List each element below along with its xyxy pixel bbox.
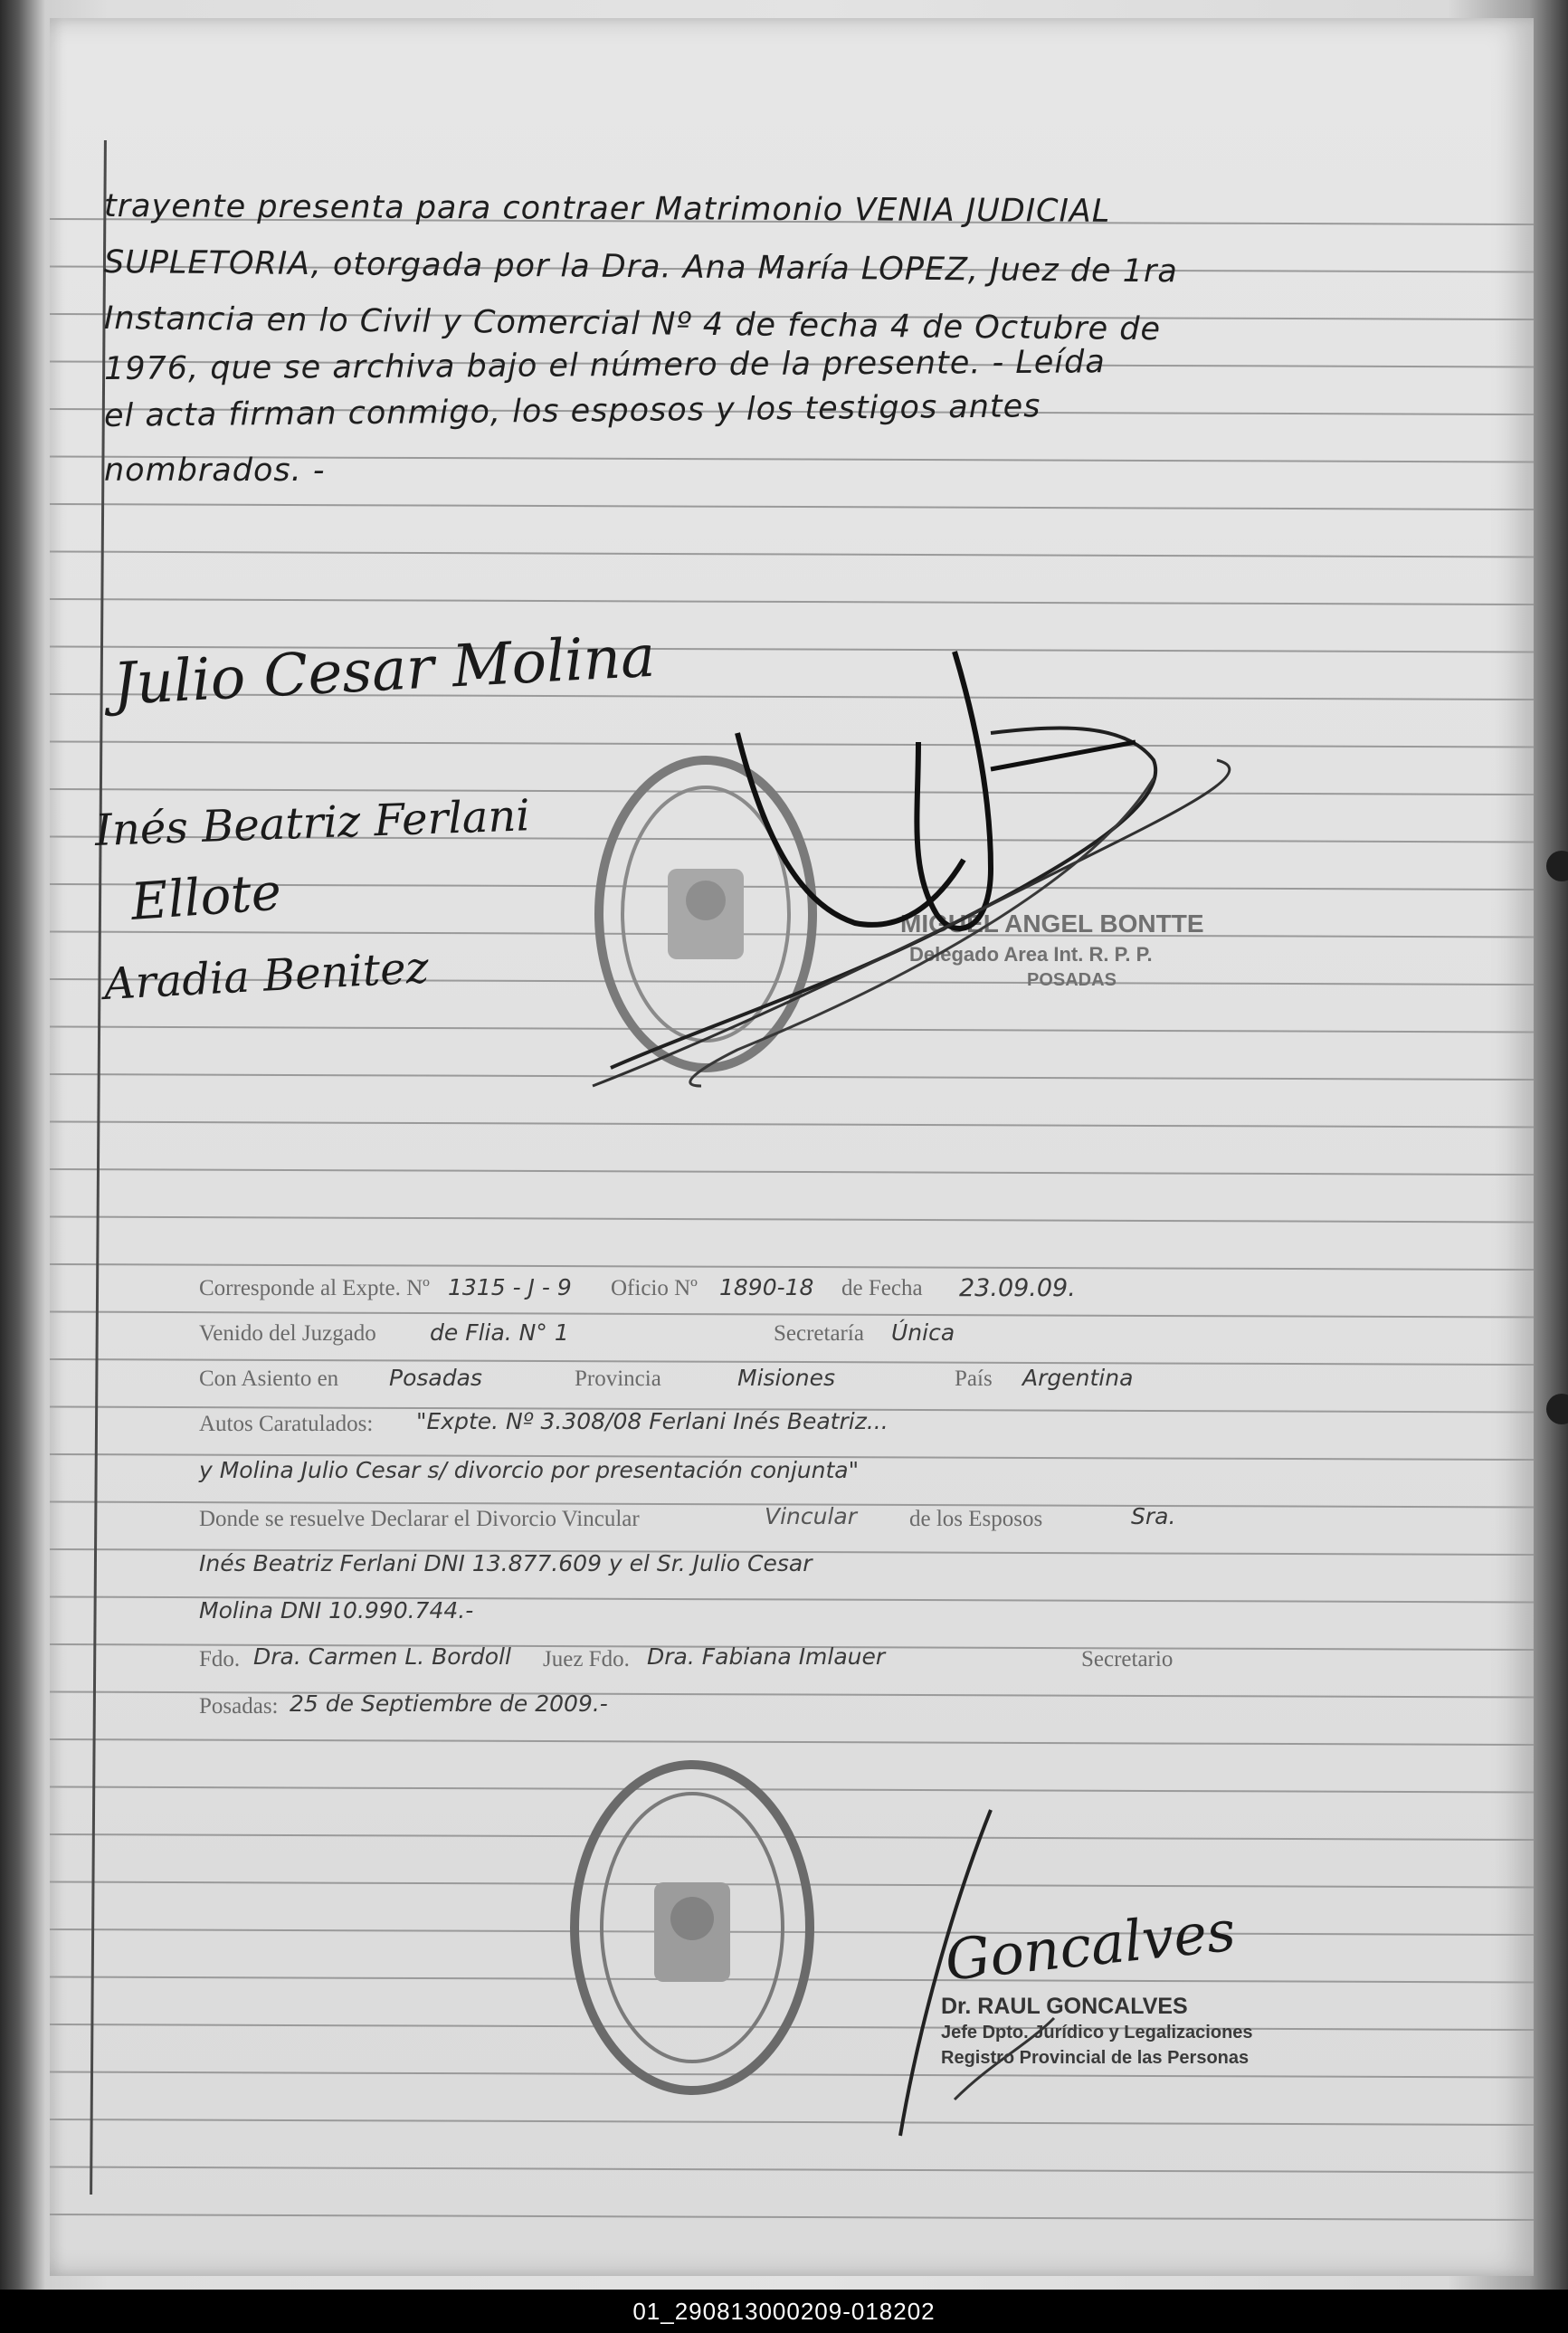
note-l3-asiento: Posadas: [389, 1365, 482, 1391]
note-l6-suffix: de los Esposos: [909, 1507, 1043, 1531]
footer-id-bar: 01_290813000209-018202: [0, 2290, 1568, 2333]
note-l2-secretaria-label: Secretaría: [774, 1321, 864, 1346]
ruled-line: [50, 2167, 1534, 2173]
note-l9-label: Fdo.: [199, 1647, 241, 1671]
signature-1: Julio Cesar Molina: [111, 623, 657, 719]
ruled-line: [50, 504, 1534, 509]
ruled-line: [50, 599, 1534, 605]
official-stamp-office: Registro Provincial de las Personas: [941, 2048, 1250, 2068]
note-l7-spouse: Inés Beatriz Ferlani DNI 13.877.609 y el Sr. Julio Cesar: [199, 1550, 813, 1576]
registry-stamp-title: Delegado Area Int. R. P. P.: [909, 943, 1153, 966]
note-l2-secretaria: Única: [891, 1319, 955, 1346]
seal-lower: [547, 1738, 837, 2118]
entry-line-5: el acta firman conmigo, los esposos y los testigos antes: [103, 388, 1041, 434]
official-stamp-title: Jefe Dpto. Jurídico y Legalizaciones: [941, 2023, 1253, 2043]
note-l3-pais-label: País: [955, 1366, 993, 1391]
note-l4-label: Autos Caratulados:: [199, 1412, 374, 1436]
official-signature-flourish: [556, 633, 1461, 1176]
note-l10-label: Posadas:: [199, 1694, 279, 1719]
note-l9-juez-label: Juez Fdo.: [543, 1647, 630, 1671]
note-l3-provincia-label: Provincia: [575, 1366, 661, 1391]
ruled-line: [50, 1312, 1534, 1318]
registry-stamp-name: MIGUEL ANGEL BONTTE: [900, 909, 1204, 938]
registry-stamp-city: POSADAS: [1027, 970, 1117, 990]
ruled-line: [50, 552, 1534, 557]
ledger-page: [50, 18, 1534, 2276]
note-l3-provincia: Misiones: [737, 1365, 836, 1391]
note-l1-label: Corresponde al Expte. Nº: [199, 1276, 430, 1300]
note-l3-pais: Argentina: [1022, 1365, 1134, 1391]
entry-line-6: nombrados. -: [104, 452, 326, 489]
note-l6-value: Vincular: [765, 1503, 858, 1529]
official-signature: Goncalves: [942, 1897, 1239, 1994]
ruled-line: [50, 2214, 1534, 2220]
signature-4: Aradia Benitez: [102, 942, 431, 1010]
binder-hole-top: [1546, 851, 1568, 881]
ruled-line: [50, 2119, 1534, 2125]
entry-line-2: SUPLETORIA, otorgada por la Dra. Ana María LOPEZ, Juez de 1ra: [103, 244, 1178, 290]
ruled-line: [50, 1264, 1534, 1270]
binder-hole-bottom: [1546, 1394, 1568, 1424]
entry-line-1: trayente presenta para contraer Matrimonio VENIA JUDICIAL: [103, 188, 1111, 230]
note-l1-oficio-label: Oficio Nº: [611, 1276, 698, 1300]
official-signature-stroke: [846, 1792, 1081, 2154]
note-l3-label: Con Asiento en: [199, 1366, 339, 1391]
note-l9-secretario-label: Secretario: [1081, 1647, 1174, 1671]
note-l6-sra: Sra.: [1131, 1503, 1176, 1529]
note-l2-label: Venido del Juzgado: [199, 1321, 376, 1346]
note-l4-autos: "Expte. Nº 3.308/08 Ferlani Inés Beatriz...: [416, 1408, 889, 1434]
note-l5-autos-cont: y Molina Julio Cesar s/ divorcio por presentación conjunta": [199, 1457, 860, 1483]
note-l9-juez: Dra. Carmen L. Bordoll: [253, 1643, 511, 1670]
note-l1-expte: 1315 - J - 9: [448, 1274, 572, 1300]
entry-line-4: 1976, que se archiva bajo el número de la presente. - Leída: [103, 344, 1106, 387]
note-l9-secretario: Dra. Fabiana Imlauer: [647, 1643, 886, 1670]
note-l1-fecha: 23.09.09.: [959, 1274, 1076, 1302]
ruled-line: [50, 1217, 1534, 1223]
note-l8-spouse-cont: Molina DNI 10.990.744.-: [199, 1597, 474, 1624]
official-stamp-name: Dr. RAUL GONCALVES: [941, 1994, 1188, 2019]
note-l6-label: Donde se resuelve Declarar el Divorcio Vincular: [199, 1507, 640, 1531]
note-l1-fecha-label: de Fecha: [841, 1276, 923, 1300]
note-l10-date: 25 de Septiembre de 2009.-: [290, 1690, 608, 1717]
note-l1-oficio: 1890-18: [719, 1274, 814, 1300]
signature-3: Ellote: [128, 862, 283, 932]
signature-2: Inés Beatriz Ferlani: [94, 790, 531, 856]
note-l2-juzgado: de Flia. N° 1: [430, 1319, 569, 1346]
entry-line-3: Instancia en lo Civil y Comercial Nº 4 de fecha 4 de Octubre de: [103, 300, 1162, 348]
